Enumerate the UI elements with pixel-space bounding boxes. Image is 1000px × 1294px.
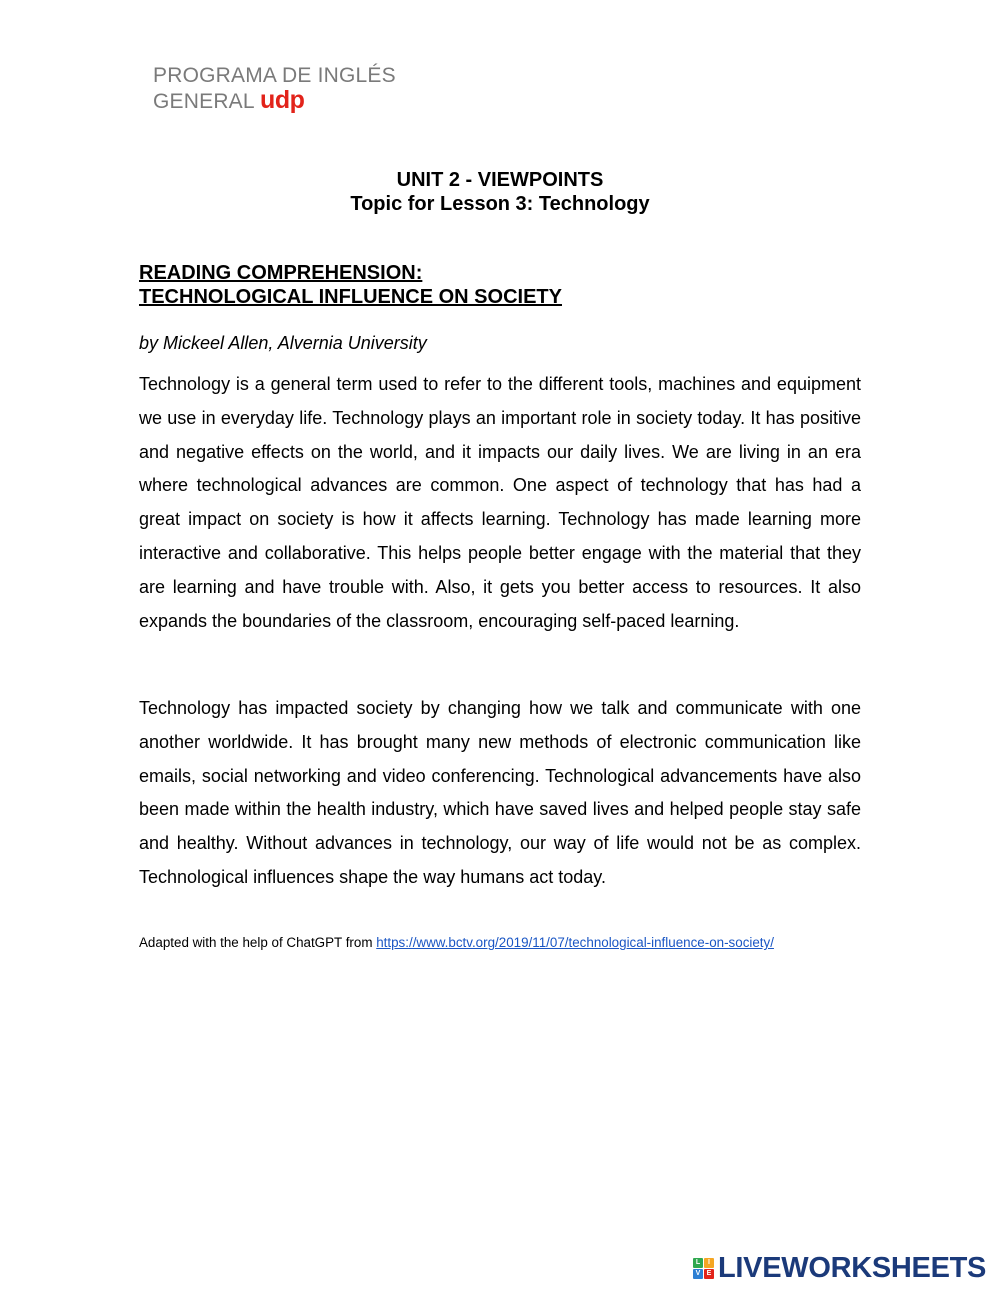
source-link[interactable]: https://www.bctv.org/2019/11/07/technological-influence-on-society/ xyxy=(376,935,774,950)
source-prefix: Adapted with the help of ChatGPT from xyxy=(139,935,373,950)
reading-heading xyxy=(139,261,562,309)
block-i: I xyxy=(704,1258,714,1268)
source-note xyxy=(139,934,774,951)
liveworksheets-wordmark: LIVEWORKSHEETS xyxy=(718,1251,987,1284)
block-v: V xyxy=(693,1269,703,1279)
logo-line-2 xyxy=(153,88,396,114)
logo-general: GENERAL xyxy=(153,90,254,113)
liveworksheets-blocks-icon xyxy=(693,1258,714,1279)
liveworksheets-logo xyxy=(693,1252,986,1284)
reading-heading-line-1: READING COMPREHENSION: xyxy=(139,262,423,284)
unit-title: UNIT 2 - VIEWPOINTS xyxy=(396,169,604,191)
logo-udp: udp xyxy=(260,86,305,114)
topic-title: Topic for Lesson 3: Technology xyxy=(350,193,650,215)
author-byline: by Mickeel Allen, Alvernia University xyxy=(139,333,427,353)
block-e: E xyxy=(704,1269,714,1279)
block-l: L xyxy=(693,1258,703,1268)
paragraph-2: Technology has impacted society by changing how we talk and communicate with one another worldwide. It has brought many new methods of electronic communication like emails, social networking and video conferencing. Technological advancements have also been made within the health industry, which have saved lives and helped people stay safe and healthy. Without advances in technology, our way of life would not be as complex. Technological influences shape the way humans act today. xyxy=(139,698,861,887)
udp-logo xyxy=(153,64,396,114)
reading-heading-line-2: TECHNOLOGICAL INFLUENCE ON SOCIETY xyxy=(139,286,562,308)
logo-line-1: PROGRAMA DE INGLÉS xyxy=(153,64,396,87)
paragraph-1: Technology is a general term used to refer to the different tools, machines and equipment we use in everyday life. Technology plays an important role in society today. It has positive and negative effects on the world, and it impacts our daily lives. We are living in an era where technological advances are common. One aspect of technology that has had a great impact on society is how it affects learning. Technology has made learning more interactive and collaborative. This helps people better engage with the material that they are learning and have trouble with. Also, it gets you better access to resources. It also expands the boundaries of the classroom, encouraging self-paced learning. xyxy=(139,374,861,631)
